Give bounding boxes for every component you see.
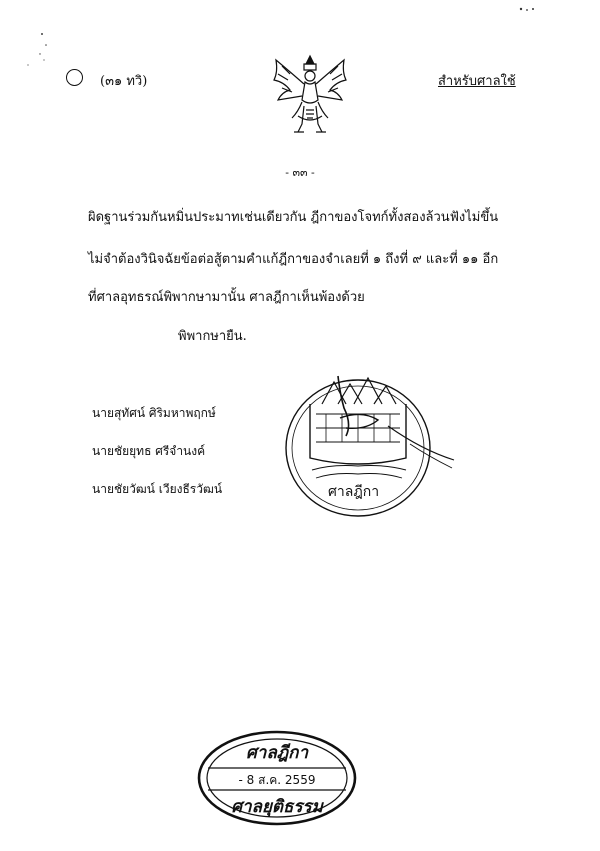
form-code: (๓๑ ทวิ)	[100, 74, 148, 89]
stamp-bottom-text: ศาลยุติธรรม	[231, 797, 323, 817]
court-seal	[282, 374, 464, 522]
court-use-label: สำหรับศาลใช้	[438, 74, 516, 89]
body-line: ไม่จำต้องวินิจฉัยข้อต่อสู้ตามคำแก้ฎีกาของจำเลยที่ ๑ ถึงที่ ๙ และที่ ๑๑ อีก	[88, 252, 499, 267]
seal-label: ศาลฎีกา	[328, 484, 380, 500]
stamp-date-text: - 8 ส.ค. 2559	[238, 773, 316, 787]
date-stamp	[196, 728, 358, 828]
body-line: ที่ศาลอุทธรณ์พิพากษามานั้น ศาลฎีกาเห็นพ้องด้วย	[88, 290, 365, 305]
judge-name: นายชัยยุทธ ศรีจำนงค์	[92, 444, 206, 458]
page-number: - ๓๓ -	[285, 166, 315, 179]
judge-name: นายสุทัศน์ ศิริมหาพฤกษ์	[92, 406, 216, 420]
verdict-line: พิพากษายืน.	[178, 329, 247, 344]
judge-name: นายชัยวัฒน์ เวียงธีรวัฒน์	[92, 482, 223, 496]
stamp-top-text: ศาลฎีกา	[245, 743, 309, 763]
circle-marker-icon	[66, 69, 83, 86]
body-line: ผิดฐานร่วมกันหมิ่นประมาทเช่นเดียวกัน ฎีกาของโจทก์ทั้งสองล้วนฟังไม่ขึ้น	[88, 210, 499, 225]
garuda-emblem-icon	[268, 52, 352, 142]
